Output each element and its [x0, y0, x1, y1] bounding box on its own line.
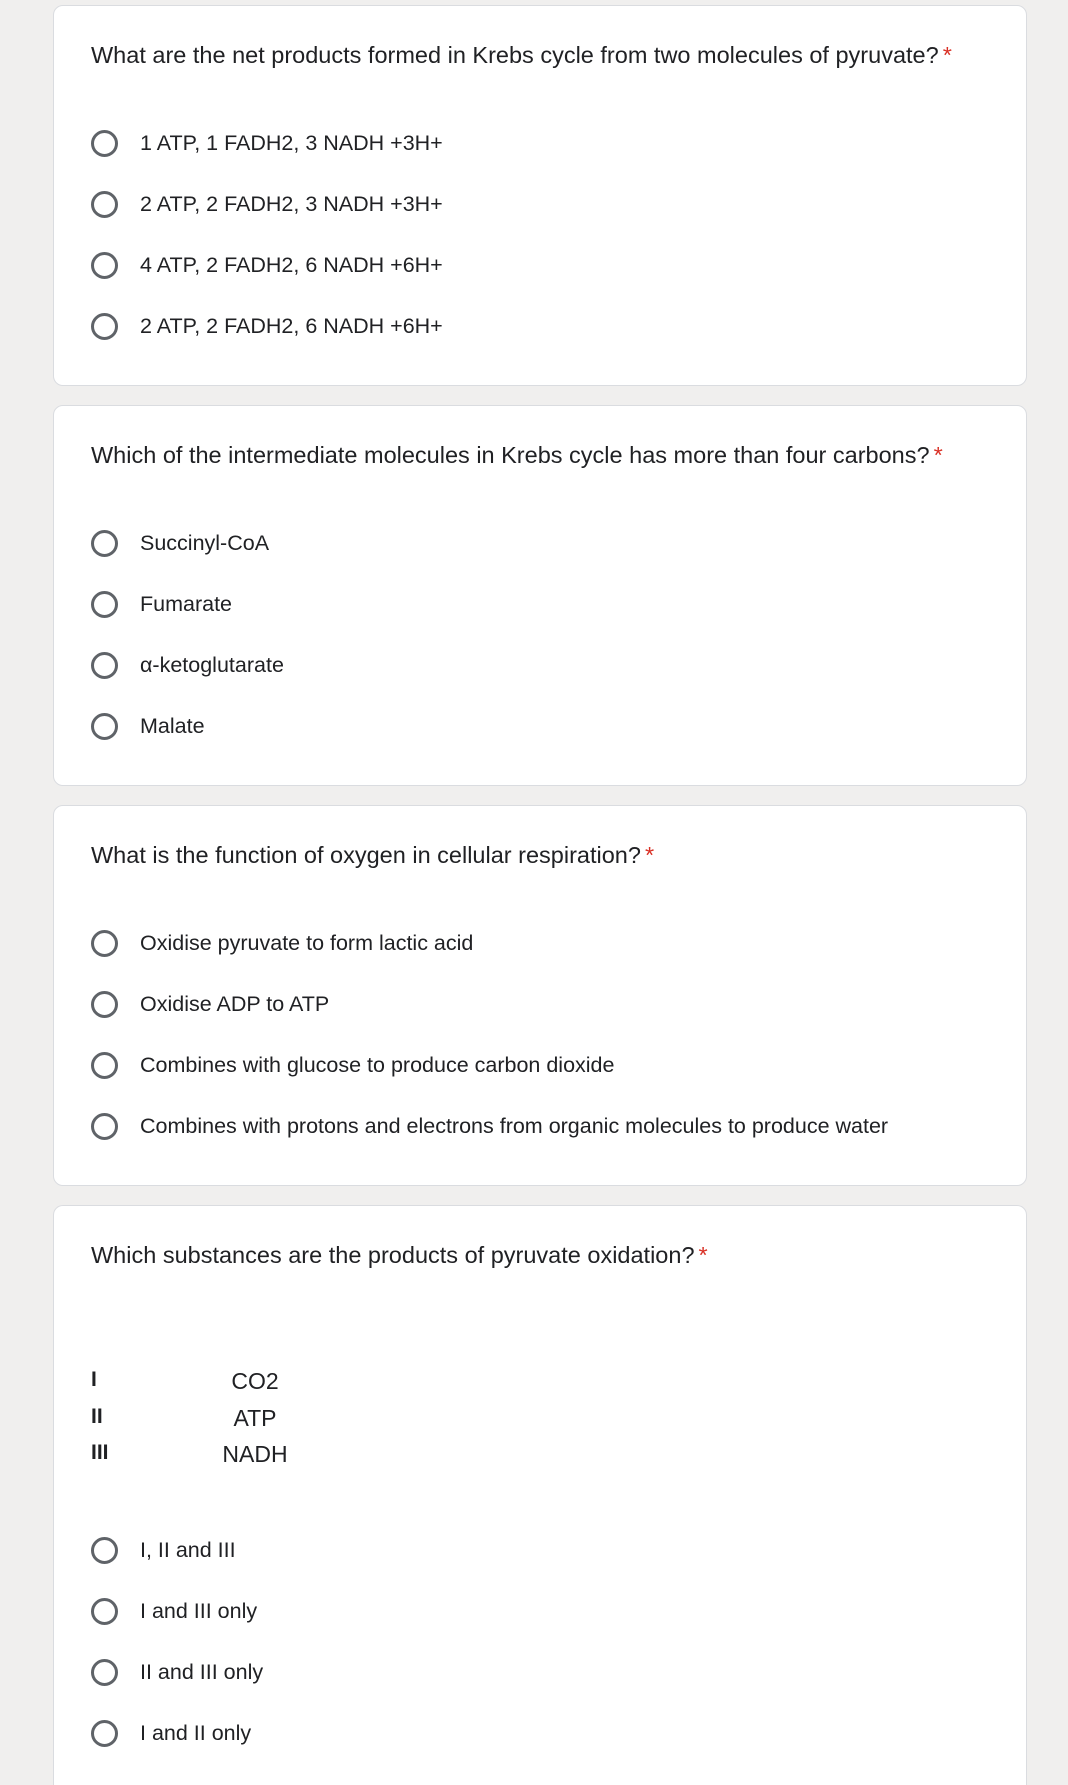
radio-button-icon[interactable]: [91, 1052, 118, 1079]
option-2[interactable]: [91, 174, 443, 235]
option-2[interactable]: [91, 1581, 263, 1642]
statement-numeral: II: [91, 1404, 103, 1428]
option-3[interactable]: [91, 635, 284, 696]
question-title: [91, 39, 952, 71]
options-group: [91, 113, 443, 357]
question-card-1: [53, 5, 1027, 386]
option-3[interactable]: [91, 1035, 888, 1096]
option-label: I, II and III: [140, 1538, 236, 1562]
radio-button-icon[interactable]: [91, 591, 118, 618]
option-label: Oxidise pyruvate to form lactic acid: [140, 931, 474, 955]
option-label: Malate: [140, 714, 205, 738]
option-2[interactable]: [91, 974, 888, 1035]
radio-button-icon[interactable]: [91, 252, 118, 279]
option-4[interactable]: [91, 1096, 888, 1157]
option-label: Oxidise ADP to ATP: [140, 992, 330, 1016]
option-label: I and II only: [140, 1721, 252, 1745]
radio-button-icon[interactable]: [91, 713, 118, 740]
option-label: I and III only: [140, 1599, 258, 1623]
question-text: What are the net products formed in Krebs cycle from two molecules of pyruvate?: [91, 42, 939, 68]
option-3[interactable]: [91, 1642, 263, 1703]
statement-row: [91, 1368, 391, 1405]
statement-numeral: III: [91, 1441, 109, 1464]
radio-button-icon[interactable]: [91, 1720, 118, 1747]
question-text: Which substances are the products of pyruvate oxidation?: [91, 1242, 695, 1268]
options-group: [91, 513, 284, 757]
option-label: Succinyl-CoA: [140, 531, 270, 555]
question-text: Which of the intermediate molecules in Krebs cycle has more than four carbons?: [91, 442, 930, 468]
radio-button-icon[interactable]: [91, 1659, 118, 1686]
radio-button-icon[interactable]: [91, 652, 118, 679]
question-card-2: [53, 405, 1027, 786]
required-asterisk: *: [942, 42, 952, 68]
question-card-4: [53, 1205, 1027, 1785]
statement-substance: ATP: [233, 1404, 277, 1431]
option-4[interactable]: [91, 1703, 263, 1764]
option-label: Combines with glucose to produce carbon dioxide: [140, 1053, 615, 1077]
option-label: II and III only: [140, 1660, 264, 1684]
radio-button-icon[interactable]: [91, 1537, 118, 1564]
option-2[interactable]: [91, 574, 284, 635]
options-group: [91, 913, 888, 1157]
option-label: α-ketoglutarate: [140, 653, 284, 677]
required-asterisk: *: [644, 842, 655, 868]
radio-button-icon[interactable]: [91, 1113, 118, 1140]
option-4[interactable]: [91, 296, 443, 357]
question-title: [91, 1239, 708, 1271]
option-label: Combines with protons and electrons from organic molecules to produce water: [140, 1114, 889, 1138]
statement-list: [91, 1368, 391, 1478]
radio-button-icon[interactable]: [91, 530, 118, 557]
option-label: 4 ATP, 2 FADH2, 6 NADH +6H+: [140, 253, 443, 277]
option-label: 2 ATP, 2 FADH2, 3 NADH +3H+: [140, 192, 443, 216]
radio-button-icon[interactable]: [91, 130, 118, 157]
option-4[interactable]: [91, 696, 284, 757]
option-1[interactable]: [91, 913, 888, 974]
option-label: 2 ATP, 2 FADH2, 6 NADH +6H+: [140, 314, 443, 338]
radio-button-icon[interactable]: [91, 1598, 118, 1625]
question-card-3: [53, 805, 1027, 1186]
question-text: What is the function of oxygen in cellular respiration?: [91, 842, 641, 868]
question-title: [91, 439, 943, 471]
radio-button-icon[interactable]: [91, 930, 118, 957]
required-asterisk: *: [698, 1242, 708, 1268]
radio-button-icon[interactable]: [91, 313, 118, 340]
option-label: Fumarate: [140, 592, 233, 616]
option-1[interactable]: [91, 513, 284, 574]
statement-row: [91, 1441, 391, 1478]
radio-button-icon[interactable]: [91, 991, 118, 1018]
option-1[interactable]: [91, 1520, 263, 1581]
options-group: [91, 1520, 263, 1764]
option-1[interactable]: [91, 113, 443, 174]
question-title: [91, 839, 654, 871]
statement-substance: NADH: [222, 1441, 288, 1467]
radio-button-icon[interactable]: [91, 191, 118, 218]
required-asterisk: *: [933, 442, 943, 468]
statement-numeral: I: [91, 1368, 97, 1391]
statement-substance: CO2: [231, 1368, 279, 1394]
option-3[interactable]: [91, 235, 443, 296]
option-label: 1 ATP, 1 FADH2, 3 NADH +3H+: [140, 131, 443, 155]
statement-row: [91, 1405, 391, 1442]
